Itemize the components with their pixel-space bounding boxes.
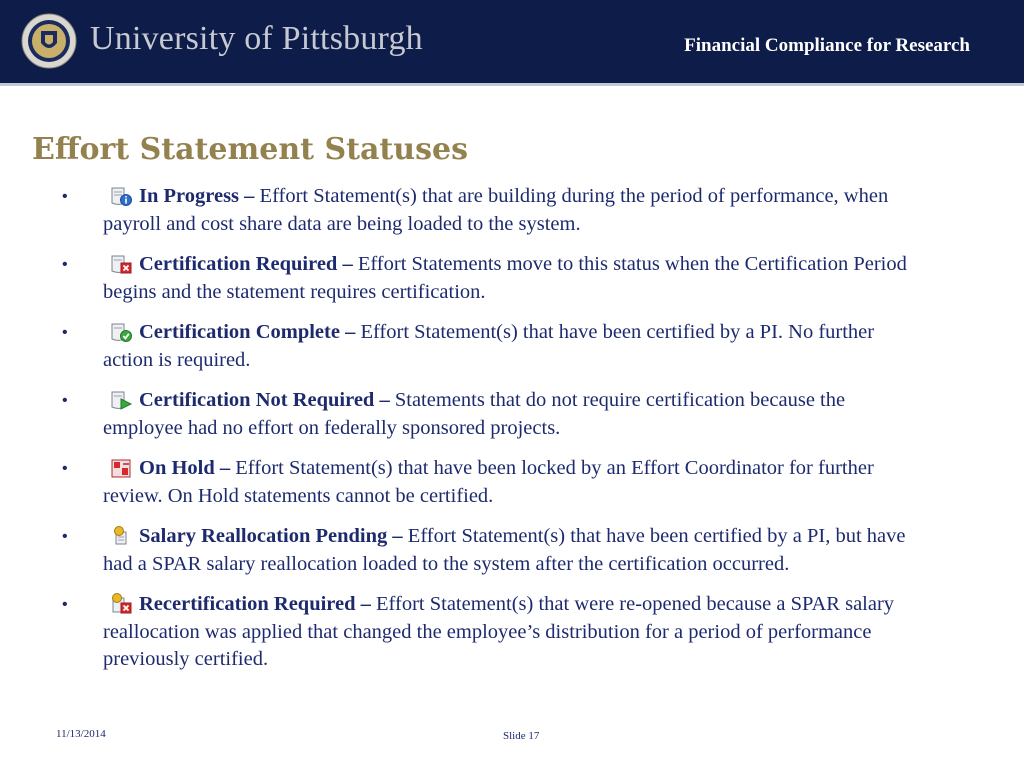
university-name: University of Pittsburgh (90, 20, 423, 57)
bullet: • (62, 188, 68, 205)
document-recertify-icon (109, 593, 133, 615)
status-description: Effort Statement(s) that have been locked by an Effort Coordinator for further review. On Hold statements cannot be certified. (103, 457, 874, 507)
status-description: Statements that do not require certification because the employee had no effort on federally sponsored projects. (103, 389, 846, 439)
status-list (56, 183, 926, 687)
status-description: Effort Statement(s) that have been certified by a PI. No further action is required. (103, 321, 875, 371)
bullet: • (62, 324, 68, 341)
status-item-on-hold (56, 455, 926, 510)
department-name: Financial Compliance for Research (684, 35, 970, 56)
status-item-certification-required (56, 251, 926, 306)
status-item-certification-complete (56, 319, 926, 374)
status-term: Salary Reallocation Pending (139, 525, 388, 547)
document-checkmark-icon (109, 321, 133, 343)
document-red-x-icon (109, 253, 133, 275)
status-term: Recertification Required (139, 593, 356, 615)
document-info-icon (109, 185, 133, 207)
status-dash: – (387, 525, 408, 547)
status-dash: – (214, 457, 236, 479)
status-dash: – (339, 321, 361, 343)
university-seal-icon (21, 13, 77, 69)
status-description: Effort Statements move to this status when the Certification Period begins and the statement requires certification. (103, 253, 907, 303)
status-term: Certification Required (139, 253, 338, 275)
status-dash: – (374, 389, 395, 411)
bullet: • (62, 528, 68, 545)
status-item-certification-not-required (56, 387, 926, 442)
bullet: • (62, 256, 68, 273)
slide-title: Effort Statement Statuses (32, 132, 468, 167)
bullet: • (62, 460, 68, 477)
bullet: • (62, 596, 68, 613)
document-pending-icon (109, 525, 133, 547)
status-item-recertification-required (56, 591, 926, 674)
status-description: Effort Statement(s) that were re-opened because a SPAR salary reallocation was applied that changed the employee’s distribution for a period of performance previously certified. (103, 593, 895, 670)
status-dash: – (337, 253, 358, 275)
status-description: Effort Statement(s) that are building during the period of performance, when payroll and cost share data are being loaded to the system. (103, 185, 889, 235)
status-term: Certification Complete (139, 321, 340, 343)
status-description: Effort Statement(s) that have been certified by a PI, but have had a SPAR salary reallocation loaded to the system after the certification occurred. (103, 525, 906, 575)
slide-number: Slide 17 (503, 730, 540, 742)
status-item-in-progress (56, 183, 926, 238)
document-arrow-icon (109, 389, 133, 411)
header-banner (0, 0, 1024, 86)
status-item-salary-reallocation-pending (56, 523, 926, 578)
status-dash: – (355, 593, 377, 615)
status-term: On Hold (139, 457, 215, 479)
bullet: • (62, 392, 68, 409)
footer-date: 11/13/2014 (56, 728, 106, 740)
status-term: Certification Not Required (139, 389, 375, 411)
document-locked-icon (109, 457, 133, 479)
status-dash: – (239, 185, 260, 207)
status-term: In Progress (139, 185, 240, 207)
